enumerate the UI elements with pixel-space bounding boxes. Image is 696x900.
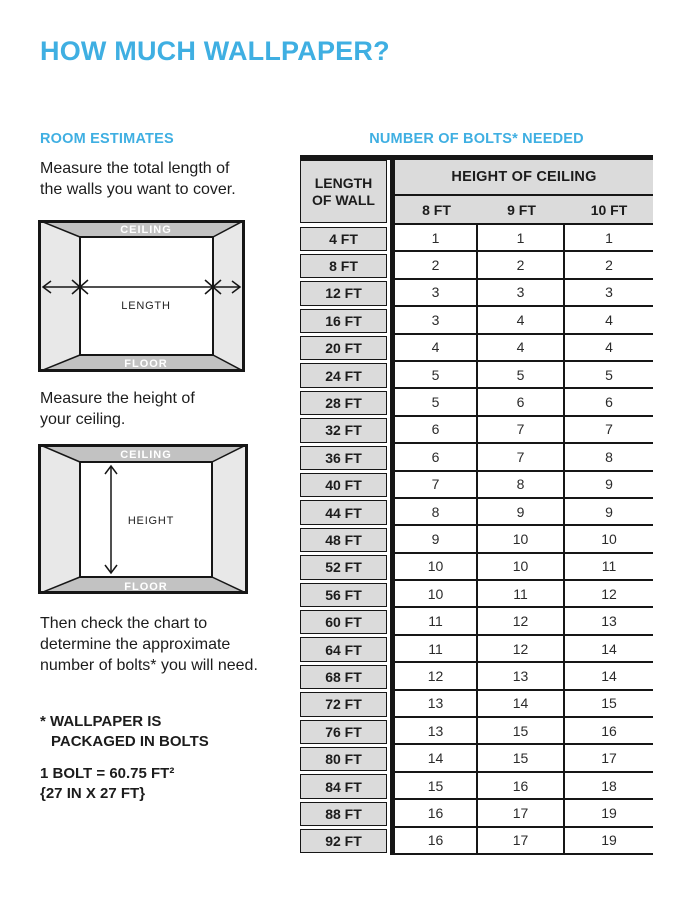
row-values	[390, 800, 653, 827]
row-values	[390, 608, 653, 635]
bolt-count-cell: 11	[565, 554, 653, 581]
row-label: 24 FT	[300, 363, 387, 387]
measure-height-line2: your ceiling.	[40, 411, 126, 428]
bolt-spec-line1: 1 BOLT = 60.75 FT²	[40, 765, 175, 782]
bolts-footnote-line1: * WALLPAPER IS	[40, 713, 162, 730]
bolt-count-cell: 10	[478, 554, 565, 581]
ceiling-label: CEILING	[120, 224, 172, 236]
bolt-count-cell: 14	[478, 691, 565, 718]
bolt-count-cell: 15	[565, 691, 653, 718]
bolt-count-cell: 16	[478, 773, 565, 800]
column-headers	[390, 160, 653, 225]
row-values	[390, 828, 653, 855]
table-row	[300, 663, 653, 690]
bolt-count-cell: 16	[395, 800, 478, 827]
bolt-spec-line2: {27 IN X 27 FT}	[40, 785, 146, 802]
table-row	[300, 389, 653, 416]
bolt-count-cell: 9	[565, 472, 653, 499]
bolt-count-cell: 12	[565, 581, 653, 608]
bolt-spec	[40, 764, 174, 804]
bolt-count-cell: 15	[478, 745, 565, 772]
table-row	[300, 362, 653, 389]
left-wall-surface	[38, 444, 80, 594]
row-header-line2: OF WALL	[312, 191, 375, 208]
bolt-count-cell: 2	[395, 252, 478, 279]
measure-height-text	[40, 388, 195, 430]
bolt-count-cell: 3	[395, 307, 478, 334]
bolt-count-cell: 13	[478, 663, 565, 690]
row-label: 80 FT	[300, 747, 387, 771]
row-label: 36 FT	[300, 446, 387, 470]
bolt-count-cell: 4	[395, 335, 478, 362]
bolt-count-cell: 12	[478, 636, 565, 663]
table-row	[300, 417, 653, 444]
row-label: 20 FT	[300, 336, 387, 360]
back-wall	[80, 237, 213, 355]
bolt-count-cell: 6	[478, 389, 565, 416]
bolt-count-cell: 9	[478, 499, 565, 526]
table-row	[300, 526, 653, 553]
right-wall-surface	[213, 220, 245, 372]
bolt-count-cell: 7	[478, 417, 565, 444]
row-label: 12 FT	[300, 281, 387, 305]
table-row	[300, 691, 653, 718]
row-label: 72 FT	[300, 692, 387, 716]
bolt-count-cell: 17	[565, 745, 653, 772]
table-row	[300, 581, 653, 608]
bolt-count-cell: 10	[565, 526, 653, 553]
bolt-count-cell: 13	[395, 691, 478, 718]
bolts-needed-heading: NUMBER OF BOLTS* NEEDED	[369, 131, 584, 147]
bolt-count-cell: 11	[395, 636, 478, 663]
floor-label: FLOOR	[124, 581, 168, 593]
table-row	[300, 335, 653, 362]
row-values	[390, 335, 653, 362]
row-label: 68 FT	[300, 665, 387, 689]
row-label: 48 FT	[300, 528, 387, 552]
bolt-count-cell: 4	[565, 307, 653, 334]
table-row	[300, 225, 653, 252]
table-row	[300, 608, 653, 635]
row-values	[390, 252, 653, 279]
bolt-count-cell: 13	[395, 718, 478, 745]
bolt-count-cell: 18	[565, 773, 653, 800]
bolt-count-cell: 8	[565, 444, 653, 471]
bolt-count-cell: 10	[478, 526, 565, 553]
column-group-header: HEIGHT OF CEILING	[395, 160, 653, 196]
row-values	[390, 745, 653, 772]
column-header-9ft: 9 FT	[507, 201, 536, 218]
row-label: 56 FT	[300, 583, 387, 607]
row-values	[390, 526, 653, 553]
row-header-line1: LENGTH	[314, 174, 373, 191]
bolt-count-cell: 12	[395, 663, 478, 690]
table-row	[300, 745, 653, 772]
bolt-count-cell: 1	[565, 225, 653, 252]
table-row	[300, 252, 653, 279]
bolt-count-cell: 6	[395, 444, 478, 471]
bolt-count-cell: 4	[565, 335, 653, 362]
table-row	[300, 554, 653, 581]
bolt-count-cell: 17	[478, 800, 565, 827]
table-body	[300, 225, 653, 855]
bolt-count-cell: 19	[565, 828, 653, 855]
bolt-count-cell: 17	[478, 828, 565, 855]
check-chart-line1: Then check the chart to	[40, 615, 208, 632]
bolt-count-cell: 1	[395, 225, 478, 252]
row-values	[390, 280, 653, 307]
bolt-count-cell: 1	[478, 225, 565, 252]
bolts-footnote-line2: PACKAGED IN BOLTS	[51, 733, 209, 750]
table-row	[300, 828, 653, 855]
bolt-count-cell: 2	[565, 252, 653, 279]
row-values	[390, 389, 653, 416]
row-values	[390, 691, 653, 718]
bolt-count-cell: 13	[565, 608, 653, 635]
check-chart-text	[40, 613, 258, 676]
row-label: 84 FT	[300, 774, 387, 798]
bolt-count-cell: 15	[478, 718, 565, 745]
row-values	[390, 636, 653, 663]
table-row	[300, 800, 653, 827]
room-length-diagram	[38, 220, 245, 372]
page-title: HOW MUCH WALLPAPER?	[40, 36, 390, 66]
table-row	[300, 718, 653, 745]
measure-height-line1: Measure the height of	[40, 390, 195, 407]
table-row	[300, 636, 653, 663]
row-header-cell	[300, 160, 387, 223]
row-values	[390, 499, 653, 526]
row-label: 64 FT	[300, 637, 387, 661]
bolt-count-cell: 5	[395, 389, 478, 416]
check-chart-line3: number of bolts* you will need.	[40, 657, 258, 674]
left-wall-surface	[38, 220, 80, 372]
bolt-count-cell: 16	[395, 828, 478, 855]
ceiling-label: CEILING	[120, 449, 172, 461]
row-values	[390, 307, 653, 334]
bolt-count-cell: 8	[478, 472, 565, 499]
bolt-count-cell: 4	[478, 307, 565, 334]
row-label: 92 FT	[300, 829, 387, 853]
table-row	[300, 307, 653, 334]
row-values	[390, 444, 653, 471]
column-header-8ft: 8 FT	[422, 201, 451, 218]
bolt-count-cell: 16	[565, 718, 653, 745]
bolt-count-cell: 7	[478, 444, 565, 471]
bolt-count-cell: 3	[565, 280, 653, 307]
row-values	[390, 663, 653, 690]
bolt-count-cell: 6	[395, 417, 478, 444]
row-values	[390, 554, 653, 581]
bolt-count-cell: 10	[395, 581, 478, 608]
row-label: 8 FT	[300, 254, 387, 278]
bolt-count-cell: 14	[395, 745, 478, 772]
measure-length-line1: Measure the total length of	[40, 160, 230, 177]
bolt-count-cell: 5	[478, 362, 565, 389]
bolt-count-cell: 9	[565, 499, 653, 526]
table-row	[300, 773, 653, 800]
row-label: 88 FT	[300, 802, 387, 826]
bolt-count-cell: 14	[565, 636, 653, 663]
row-label: 32 FT	[300, 418, 387, 442]
bolt-count-cell: 6	[565, 389, 653, 416]
row-values	[390, 472, 653, 499]
row-label: 40 FT	[300, 473, 387, 497]
bolt-count-cell: 9	[395, 526, 478, 553]
column-header-10ft: 10 FT	[590, 201, 628, 218]
bolt-count-cell: 3	[478, 280, 565, 307]
row-label: 28 FT	[300, 391, 387, 415]
right-wall-surface	[212, 444, 248, 594]
bolt-count-cell: 5	[565, 362, 653, 389]
row-label: 4 FT	[300, 227, 387, 251]
row-label: 52 FT	[300, 555, 387, 579]
row-values	[390, 417, 653, 444]
bolt-count-cell: 7	[565, 417, 653, 444]
bolt-count-cell: 3	[395, 280, 478, 307]
table-row	[300, 280, 653, 307]
check-chart-line2: determine the approximate	[40, 636, 231, 653]
bolts-table	[300, 155, 653, 855]
measure-length-line2: the walls you want to cover.	[40, 181, 236, 198]
column-subheaders	[395, 196, 653, 225]
bolt-count-cell: 12	[478, 608, 565, 635]
bolt-count-cell: 2	[478, 252, 565, 279]
bolt-count-cell: 11	[395, 608, 478, 635]
bolt-count-cell: 8	[395, 499, 478, 526]
row-label: 60 FT	[300, 610, 387, 634]
table-row	[300, 499, 653, 526]
bolt-count-cell: 11	[478, 581, 565, 608]
row-values	[390, 225, 653, 252]
table-row	[300, 472, 653, 499]
row-values	[390, 581, 653, 608]
bolt-count-cell: 19	[565, 800, 653, 827]
row-values	[390, 718, 653, 745]
bolt-count-cell: 5	[395, 362, 478, 389]
table-header-row	[300, 160, 653, 225]
bolt-count-cell: 14	[565, 663, 653, 690]
bolt-count-cell: 15	[395, 773, 478, 800]
room-estimates-heading: ROOM ESTIMATES	[40, 131, 174, 147]
room-height-diagram	[38, 444, 248, 594]
length-measure-label: LENGTH	[121, 300, 171, 312]
table-row	[300, 444, 653, 471]
bolts-footnote	[40, 712, 209, 752]
row-values	[390, 362, 653, 389]
measure-length-text	[40, 158, 236, 200]
row-label: 44 FT	[300, 500, 387, 524]
row-label: 76 FT	[300, 720, 387, 744]
row-label: 16 FT	[300, 309, 387, 333]
bolt-count-cell: 4	[478, 335, 565, 362]
floor-label: FLOOR	[124, 358, 168, 370]
height-measure-label: HEIGHT	[127, 515, 175, 527]
bolt-count-cell: 7	[395, 472, 478, 499]
row-values	[390, 773, 653, 800]
bolt-count-cell: 10	[395, 554, 478, 581]
